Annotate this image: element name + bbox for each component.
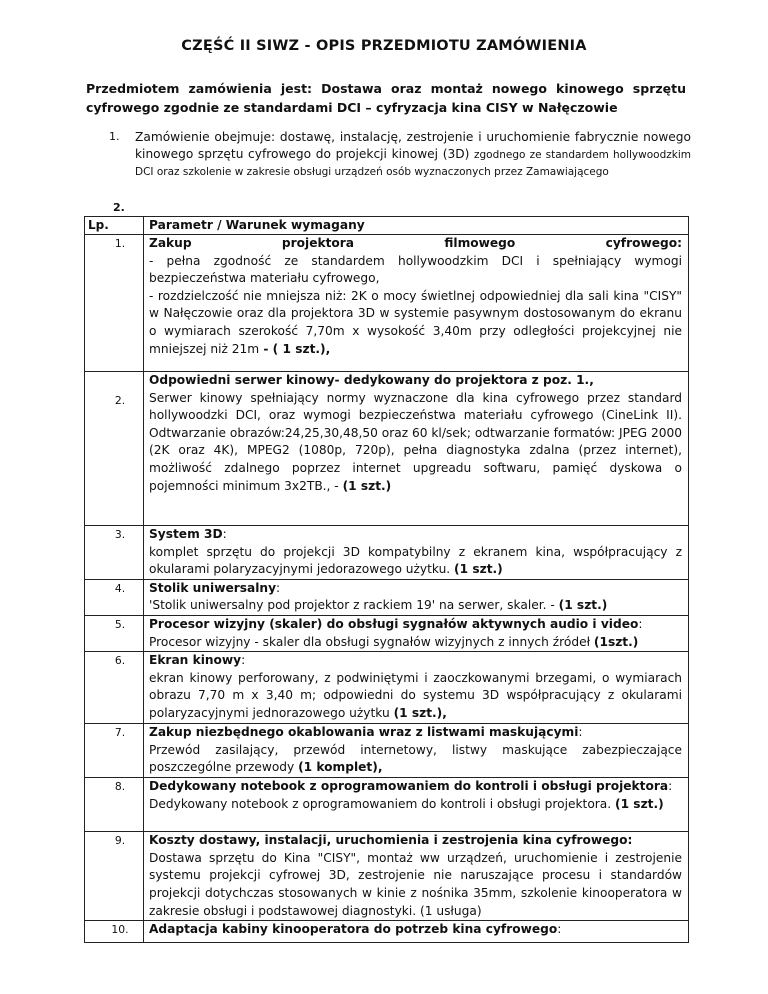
- table-row: [85, 724, 689, 778]
- row-description-text: komplet sprzętu do projekcji 3D kompatybilny z ekranem kina, współpracujący z okularami polaryzacyjnymi jedorazowego użytku.: [149, 544, 682, 577]
- row-number-cell: [85, 235, 144, 372]
- row-number: 6.: [114, 654, 126, 668]
- row-title-text: Odpowiedni serwer kinowy- dedykowany do projektora z poz. 1.,: [149, 373, 594, 387]
- row-description-text: Dedykowany notebook z oprogramowaniem do kontroli i obsługi projektora.: [149, 796, 616, 811]
- row-title: [149, 778, 682, 796]
- row-description: [149, 850, 682, 920]
- row-quantity: (1 komplet),: [298, 760, 383, 775]
- row-title-text: System 3D: [149, 527, 223, 541]
- row-number-cell: [85, 724, 144, 778]
- row-description-text: Serwer kinowy spełniający normy wyznaczone dla kina cyfrowego przez standard hollywoodzki DCI, oraz wymogi bezpieczeństwa materiału cyfrowego (CineLink II). Odtwarzanie obrazów:24,25,30,48,50 oraz 60 kl/sek; odtwarzanie formatów: JPEG 2000 (2K oraz 4K), MPEG2 (1080p, 720p), pełna diagnostyka zdalna (przez internet), możliwość zdalnego poprzez internet upgreadu softwaru, pamięć dyskowa o pojemności minimum 3x2TB., -: [149, 390, 682, 493]
- row-description-text: Dostawa sprzętu do Kina "CISY", montaż ww urządzeń, uruchomienie i zestrojenie systemu projekcji cyfrowej 3D, zestrojenie nie naruszające procesu i standardów projekcji dotychczas stosowanych w kinie z nośnika 35mm, szkolenie kinooperatora w zakresie obsługi i podstawowej diagnostyki. (1 usługa): [149, 850, 682, 918]
- row-number: 1.: [114, 237, 126, 250]
- row-number-cell: [85, 615, 144, 651]
- row-number-cell: [85, 526, 144, 580]
- table-row: [85, 921, 689, 943]
- row-description: [149, 597, 682, 615]
- row-description-text: - pełna zgodność ze standardem hollywoodzkim DCI i spełniający wymogi bezpieczeństwa materiału cyfrowego,: [149, 253, 682, 286]
- row-title-text: Ekran kinowy: [149, 653, 242, 668]
- row-number-cell: [85, 778, 144, 832]
- row-description: [149, 634, 682, 652]
- row-title: [149, 652, 682, 670]
- table-row: [85, 832, 689, 921]
- requirements-table: [84, 216, 689, 943]
- table-header-row: [85, 217, 689, 235]
- order-subject: Przedmiotem zamówienia jest: Dostawa oraz montaż nowego kinowego sprzętu cyfrowego zgodnie ze standardami DCI – cyfryzacja kina CISY w Nałęczowie: [86, 81, 686, 115]
- row-number: 9.: [114, 834, 126, 848]
- intro-list: [109, 129, 691, 181]
- row-content-cell: [144, 724, 689, 778]
- row-quantity: (1 szt.): [454, 562, 503, 577]
- row-quantity: (1 szt.): [615, 796, 664, 811]
- row-description: [149, 544, 682, 579]
- table-row: [85, 579, 689, 615]
- page-title: CZĘŚĆ II SIWZ - OPIS PRZEDMIOTU ZAMÓWIENIA: [181, 38, 587, 54]
- row-quantity: - ( 1 szt.),: [259, 341, 331, 356]
- row-quantity: (1 szt.),: [393, 705, 447, 720]
- row-title: [149, 832, 682, 850]
- row-title-suffix: :: [668, 779, 673, 794]
- row-title: [149, 724, 682, 742]
- row-title-suffix: :: [222, 527, 227, 541]
- row-description-text: Procesor wizyjny - skaler dla obsługi sygnałów wizyjnych z innych źródeł: [149, 634, 594, 649]
- row-title: [149, 526, 682, 544]
- row-title-suffix: :: [578, 725, 583, 740]
- row-number-cell: [85, 372, 144, 526]
- row-number: 7.: [114, 726, 126, 740]
- row-title-text: Stolik uniwersalny: [149, 580, 277, 595]
- table-row: [85, 778, 689, 832]
- row-description: [149, 670, 682, 723]
- intro-item-number: 1.: [109, 130, 120, 143]
- row-title-suffix: :: [241, 653, 246, 668]
- row-content-cell: [144, 372, 689, 526]
- row-quantity: (1 szt.): [558, 598, 608, 613]
- row-number: 3.: [114, 528, 126, 541]
- intro-item-text: [135, 129, 691, 181]
- table-row: [85, 652, 689, 724]
- row-number-cell: [85, 832, 144, 921]
- row-description-text: Przewód zasilający, przewód internetowy, listwy maskujące zabezpieczające poszczególne przewody: [149, 742, 682, 775]
- intro-item-text-main: Zamówienie obejmuje: dostawę, instalację, zestrojenie i uruchomienie fabrycznie nowego kinowego sprzętu cyfrowego do projekcji kinowej (3D): [135, 130, 691, 161]
- row-quantity: (1 szt.): [342, 478, 392, 493]
- row-title: [149, 580, 682, 598]
- row-description: [149, 390, 682, 496]
- row-number: 4.: [114, 581, 126, 595]
- table-row: [85, 526, 689, 580]
- row-description-text: ekran kinowy perforowany, z podwiniętymi i zaoczkowanymi brzegami, o wymiarach obrazu 7,70 m x 3,40 m; odpowiedni do systemu 3D współpracujący z okularami polaryzacyjnymi jednorazowego użytku: [149, 670, 682, 720]
- row-content-cell: [144, 921, 689, 943]
- row-number: 10.: [111, 923, 129, 937]
- row-title-text: Zakup niezbędnego okablowania wraz z listwami maskującymi: [149, 725, 579, 740]
- row-quantity: (1szt.): [593, 634, 639, 649]
- row-content-cell: [144, 832, 689, 921]
- row-title-suffix: :: [557, 922, 562, 937]
- row-title-text: Zakup projektora filmowego cyfrowego:: [149, 236, 682, 250]
- row-content-cell: [144, 652, 689, 724]
- row-content-cell: [144, 526, 689, 580]
- row-content-cell: [144, 778, 689, 832]
- row-description: [149, 253, 682, 359]
- row-title: [149, 372, 682, 390]
- row-description-text: 'Stolik uniwersalny pod projektor z rackiem 19' na serwer, skaler. -: [149, 598, 559, 613]
- header-lp-text: Lp.: [88, 218, 109, 232]
- row-description: [149, 742, 682, 777]
- row-title-text: Dedykowany notebook z oprogramowaniem do kontroli i obsługi projektora: [149, 779, 669, 794]
- row-number-cell: [85, 579, 144, 615]
- row-content-cell: [144, 235, 689, 372]
- row-number: 5.: [114, 617, 126, 631]
- intro-item-2-number: 2.: [113, 201, 125, 214]
- row-title-text: Procesor wizyjny (skaler) do obsługi sygnałów aktywnych audio i video: [149, 616, 639, 631]
- header-lp: [85, 217, 144, 235]
- row-number-cell: [85, 652, 144, 724]
- header-parameter: Parametr / Warunek wymagany: [144, 217, 689, 235]
- row-title-text: Adaptacja kabiny kinooperatora do potrzeb kina cyfrowego: [149, 922, 558, 937]
- table-row: [85, 615, 689, 651]
- row-title: [149, 235, 682, 253]
- row-number: 8.: [114, 780, 126, 794]
- row-number-cell: [85, 921, 144, 943]
- intro-item-text-small: zgodnego ze standardem hollywoodzkim DCI oraz szkolenie w zakresie obsługi urządzeń osób wyznaczonych przez Zamawiającego: [135, 148, 691, 178]
- intro-item-1: [109, 129, 691, 181]
- table-row: [85, 372, 689, 526]
- row-description-text: - rozdzielczość nie mniejsza niż: 2K o mocy świetlnej odpowiedniej dla sali kina "CISY" w Nałęczowie oraz dla projektora 3D w systemie pasywnym dostosowanym do ekranu o wymiarach szerokość 7,70m x wysokość 3,40m przy odległości projekcyjnej nie mniejszej niż 21m: [149, 288, 682, 356]
- row-content-cell: [144, 615, 689, 651]
- row-content-cell: [144, 579, 689, 615]
- row-title-text: Koszty dostawy, instalacji, uruchomienia i zestrojenia kina cyfrowego:: [149, 833, 633, 848]
- row-number: 2.: [114, 394, 126, 407]
- row-title: [149, 616, 682, 634]
- row-description: [149, 796, 682, 814]
- row-title-suffix: :: [638, 616, 643, 631]
- row-title: [149, 921, 682, 939]
- row-title-suffix: :: [276, 580, 281, 595]
- table-row: [85, 235, 689, 372]
